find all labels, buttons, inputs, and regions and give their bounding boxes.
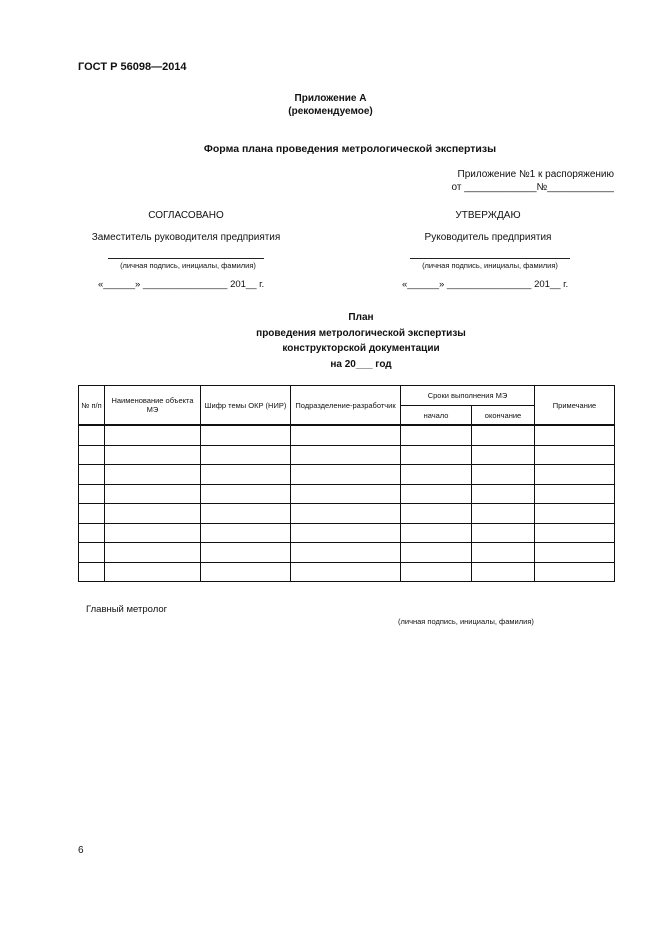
approved-signature-caption: (личная подпись, инициалы, фамилия) (422, 261, 558, 270)
header-start: начало (401, 406, 472, 426)
plan-line2: проведения метрологической экспертизы (256, 327, 466, 339)
table-row (79, 445, 615, 465)
approved-date: «______» ________________ 201__ г. (402, 279, 569, 290)
order-note-line1: Приложение №1 к распоряжению (457, 169, 614, 180)
agreed-role: Заместитель руководителя предприятия (91, 232, 281, 243)
page-number: 6 (78, 845, 84, 856)
table-row (79, 484, 615, 504)
approved-heading: УТВЕРЖДАЮ (455, 210, 521, 221)
header-number: № п/п (79, 386, 105, 426)
order-note (452, 168, 614, 194)
table-row (79, 543, 615, 563)
agreed-signature-caption: (личная подпись, инициалы, фамилия) (120, 261, 256, 270)
header-topic-code: Шифр темы ОКР (НИР) (201, 386, 291, 426)
appendix-subtitle: (рекомендуемое) (288, 106, 373, 117)
table-row (79, 425, 615, 445)
header-object-name: Наименование объекта МЭ (105, 386, 201, 426)
appendix-title: Приложение А (294, 93, 367, 104)
plan-line4: на 20___ год (330, 358, 392, 370)
agreed-signature-line (108, 258, 264, 259)
header-department: Подразделение-разработчик (291, 386, 401, 426)
chief-metrologist-label: Главный метролог (86, 604, 168, 615)
table-row (79, 465, 615, 485)
order-note-line2: от _____________№____________ (451, 182, 614, 193)
header-note: Примечание (535, 386, 615, 426)
appendix-heading (0, 92, 661, 118)
agreed-date: «______» ________________ 201__ г. (98, 279, 265, 290)
form-title: Форма плана проведения метрологической экспертизы (203, 143, 497, 155)
document-standard-number: ГОСТ Р 56098—2014 (78, 61, 187, 73)
plan-table (78, 385, 615, 582)
plan-line1: План (348, 312, 374, 323)
table-row (79, 523, 615, 543)
approved-signature-line (410, 258, 570, 259)
plan-heading (0, 310, 661, 372)
approved-role: Руководитель предприятия (424, 232, 552, 243)
table-row (79, 562, 615, 582)
header-terms: Сроки выполнения МЭ (401, 386, 535, 406)
table-row (79, 504, 615, 524)
plan-line3: конструкторской документации (282, 343, 440, 354)
header-end: окончание (472, 406, 535, 426)
agreed-heading: СОГЛАСОВАНО (148, 210, 224, 221)
chief-metrologist-signature-caption: (личная подпись, инициалы, фамилия) (398, 617, 534, 626)
